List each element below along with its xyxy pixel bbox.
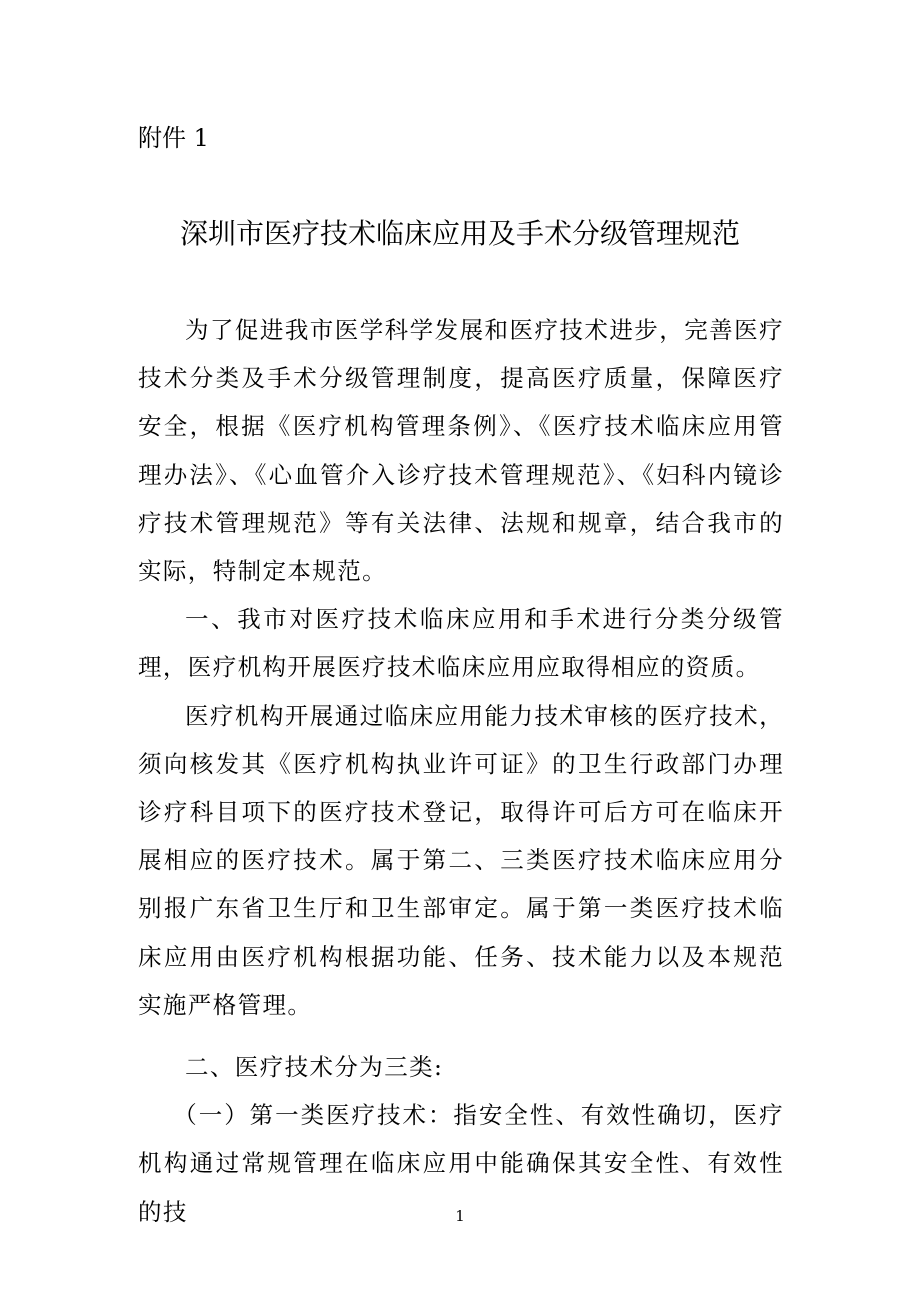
- paragraph-section-2-item-1: （一）第一类医疗技术：指安全性、有效性确切，医疗机构通过常规管理在临床应用中能确保其安全性、有效性的技: [138, 1101, 784, 1226]
- paragraph-section-1: 一、我市对医疗技术临床应用和手术进行分类分级管理，医疗机构开展医疗技术临床应用应取得相应的资质。: [138, 605, 784, 682]
- document-title: 深圳市医疗技术临床应用及手术分级管理规范: [179, 217, 740, 250]
- attachment-label: 附件 1: [138, 124, 209, 152]
- paragraph-section-2: 二、医疗技术分为三类:: [185, 1053, 444, 1082]
- paragraph-section-1-detail: 医疗机构开展通过临床应用能力技术审核的医疗技术，须向核发其《医疗机构执业许可证》的卫生行政部门办理诊疗科目项下的医疗技术登记，取得许可后方可在临床开展相应的医疗技术。属于第二、三类医疗技术临床应用分别报广东省卫生厅和卫生部审定。属于第一类医疗技术临床应用由医疗机构根据功能、任务、技术能力以及本规范实施严格管理。: [138, 701, 784, 1019]
- page-number: 1: [455, 1207, 465, 1225]
- document-body: [138, 306, 784, 1236]
- paragraph-preamble: 为了促进我市医学科学发展和医疗技术进步，完善医疗技术分类及手术分级管理制度，提高医疗质量，保障医疗安全，根据《医疗机构管理条例》、《医疗技术临床应用管理办法》、《心血管介入诊疗技术管理规范》、《妇科内镜诊疗技术管理规范》等有关法律、法规和规章，结合我市的实际，特制定本规范。: [138, 316, 784, 586]
